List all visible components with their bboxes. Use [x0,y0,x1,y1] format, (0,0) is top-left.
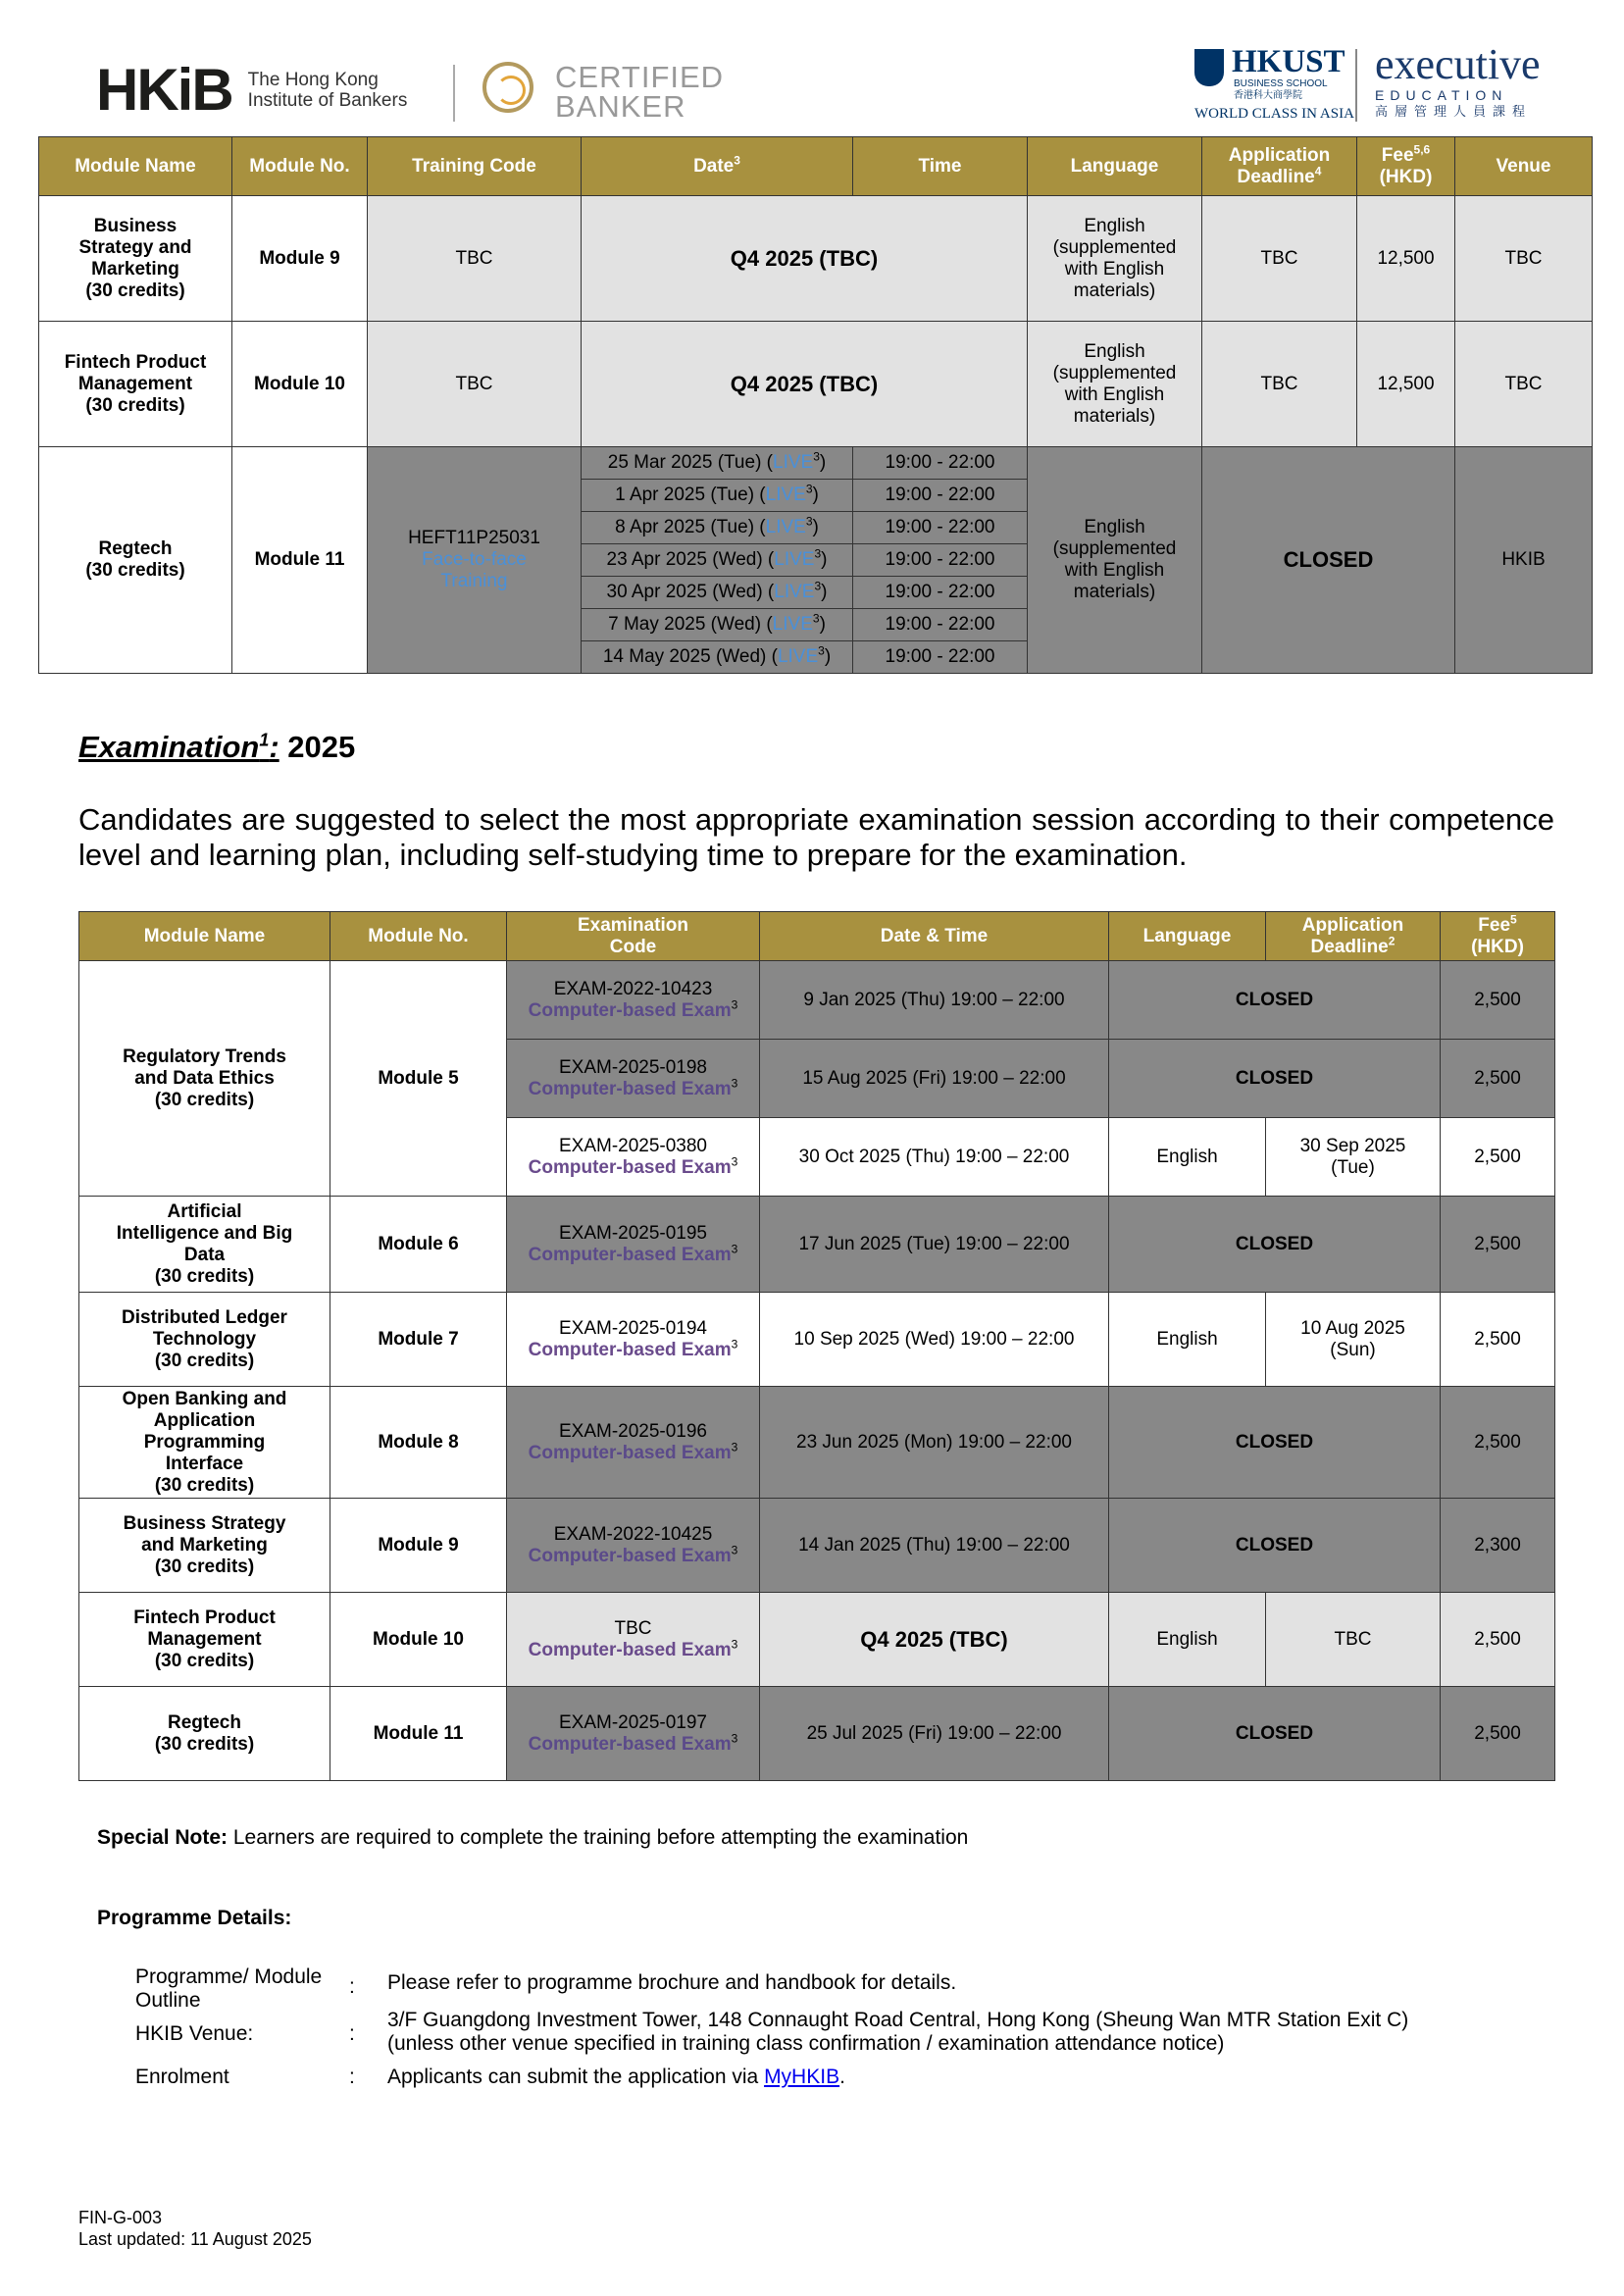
exam-row [79,961,1555,1040]
exam-table [78,911,1555,1781]
fee: 12,500 [1357,196,1455,322]
myhkib-link[interactable]: MyHKIB [764,2066,840,2088]
fee: 2,500 [1441,1197,1555,1293]
fee: 2,500 [1441,1040,1555,1118]
certified-banker-text: CERTIFIED BANKER [555,60,725,124]
exam-row [79,1687,1555,1781]
executive-education-logo: executive EDUCATION 高層管理人員課程 [1375,40,1541,119]
programme-details-heading: Programme Details: [97,1907,292,1929]
col-date-time: Date & Time [760,912,1109,961]
fee: 2,500 [1441,1687,1555,1781]
col-module-no: Module No. [330,912,507,961]
module-name: Artificial Intelligence and Big Data (30 credits) [79,1197,330,1293]
colon: : [349,1975,355,1998]
deadline: TBC [1202,322,1357,447]
module-no: Module 6 [330,1197,507,1293]
session-date: 1 Apr 2025 (Tue) (LIVE$^3$) [582,480,853,512]
fee: 2,500 [1441,1593,1555,1687]
session-date: 14 May 2025 (Wed) (LIVE$^3$) [582,641,853,674]
status-closed: CLOSED [1109,1499,1441,1593]
col-fee: Fee$^{5,6}$ (HKD) [1357,137,1455,196]
deadline: 10 Aug 2025 (Sun) [1266,1293,1441,1387]
module-no: Module 8 [330,1387,507,1499]
col-module-name: Module Name [39,137,232,196]
session-time: 19:00 - 22:00 [853,577,1028,609]
exam-code: EXAM-2025-0198 Computer-based Exam$^3$ [507,1040,760,1118]
logo-divider-right [1355,49,1357,122]
module-no: Module 7 [330,1293,507,1387]
venue: TBC [1455,196,1593,322]
outline-value: Please refer to programme brochure and handbook for details. [387,1971,957,1994]
exam-datetime: 30 Oct 2025 (Thu) 19:00 – 22:00 [760,1118,1109,1197]
exam-header-row [79,912,1555,961]
module-name: Fintech Product Management (30 credits) [39,322,232,447]
col-training-code: Training Code [368,137,582,196]
exam-intro-text: Candidates are suggested to select the most appropriate examination session according to their competence level and learning plan, including self-studying time to prepare for the examination. [78,802,1554,872]
outline-label: Programme/ Module Outline [135,1965,323,2012]
session-time: 19:00 - 22:00 [853,544,1028,577]
exam-row [79,1387,1555,1499]
venue: TBC [1455,322,1593,447]
hkib-name: The Hong Kong Institute of Bankers [247,70,408,111]
col-exam-code: Examination Code [507,912,760,961]
session-time: 19:00 - 22:00 [853,512,1028,544]
session-time: 19:00 - 22:00 [853,447,1028,480]
language: English [1109,1293,1266,1387]
colon: : [349,2066,355,2088]
module-name: Open Banking and Application Programming Interface (30 credits) [79,1387,330,1499]
session-time: 19:00 - 22:00 [853,480,1028,512]
training-date: Q4 2025 (TBC) [582,322,1028,447]
module-name: Regtech (30 credits) [39,447,232,674]
deadline: TBC [1202,196,1357,322]
fee: 2,500 [1441,1118,1555,1197]
exam-datetime: 17 Jun 2025 (Tue) 19:00 – 22:00 [760,1197,1109,1293]
venue-label: HKIB Venue: [135,2022,254,2045]
deadline: 30 Sep 2025 (Tue) [1266,1118,1441,1197]
exam-datetime: Q4 2025 (TBC) [760,1593,1109,1687]
fee: 2,500 [1441,961,1555,1040]
col-time: Time [853,137,1028,196]
session-date: 8 Apr 2025 (Tue) (LIVE$^3$) [582,512,853,544]
status-closed: CLOSED [1109,1197,1441,1293]
module-no: Module 9 [330,1499,507,1593]
colon: : [349,2022,355,2045]
fee: 12,500 [1357,322,1455,447]
module-name: Regulatory Trends and Data Ethics (30 credits) [79,961,330,1197]
module-name: Business Strategy and Marketing (30 credits) [39,196,232,322]
enrolment-value: Applicants can submit the application via MyHKIB. [387,2066,845,2088]
hkib-wordmark: HKiB [96,57,232,123]
module-no: Module 10 [232,322,368,447]
training-code: TBC [368,196,582,322]
language: English (supplemented with English materials) [1028,447,1202,674]
module-no: Module 9 [232,196,368,322]
fee: 2,500 [1441,1387,1555,1499]
exam-datetime: 9 Jan 2025 (Thu) 19:00 – 22:00 [760,961,1109,1040]
training-row-module-11 [39,447,1593,480]
venue: HKIB [1455,447,1593,674]
last-updated: Last updated: 11 August 2025 [78,2229,312,2249]
exam-row [79,1593,1555,1687]
session-date: 23 Apr 2025 (Wed) (LIVE$^3$) [582,544,853,577]
logo-divider [453,65,455,122]
exam-code: EXAM-2025-0196 Computer-based Exam$^3$ [507,1387,760,1499]
exam-code: EXAM-2025-0197 Computer-based Exam$^3$ [507,1687,760,1781]
training-row-module-9 [39,196,1593,322]
form-code: FIN-G-003 [78,2208,163,2227]
col-date: Date$^3$ [582,137,853,196]
col-language: Language [1028,137,1202,196]
module-no: Module 11 [330,1687,507,1781]
language: English (supplemented with English materials) [1028,196,1202,322]
session-date: 7 May 2025 (Wed) (LIVE$^3$) [582,609,853,641]
session-time: 19:00 - 22:00 [853,641,1028,674]
status-closed: CLOSED [1109,961,1441,1040]
exam-datetime: 23 Jun 2025 (Mon) 19:00 – 22:00 [760,1387,1109,1499]
exam-datetime: 14 Jan 2025 (Thu) 19:00 – 22:00 [760,1499,1109,1593]
language: English [1109,1593,1266,1687]
module-no: Module 5 [330,961,507,1197]
training-code: TBC [368,322,582,447]
exam-code: EXAM-2025-0195 Computer-based Exam$^3$ [507,1197,760,1293]
fee: 2,300 [1441,1499,1555,1593]
training-code: HEFT11P25031 Face-to-face Training [368,447,582,674]
module-name: Distributed Ledger Technology (30 credits) [79,1293,330,1387]
exam-datetime: 15 Aug 2025 (Fri) 19:00 – 22:00 [760,1040,1109,1118]
col-deadline: Application Deadline$^2$ [1266,912,1441,961]
module-name: Fintech Product Management (30 credits) [79,1593,330,1687]
col-language: Language [1109,912,1266,961]
fee: 2,500 [1441,1293,1555,1387]
exam-row [79,1197,1555,1293]
status-closed: CLOSED [1109,1387,1441,1499]
exam-code: EXAM-2025-0380 Computer-based Exam$^3$ [507,1118,760,1197]
venue-value: 3/F Guangdong Investment Tower, 148 Connaught Road Central, Hong Kong (Sheung Wan MTR Station Exit C) (unless other venue specified in training class confirmation / examination attendance notice) [387,2009,1409,2055]
special-note: Special Note: Learners are required to complete the training before attempting the examination [97,1826,969,1849]
exam-code: EXAM-2022-10423 Computer-based Exam$^3$ [507,961,760,1040]
exam-code: TBC Computer-based Exam$^3$ [507,1593,760,1687]
training-header-row [39,137,1593,196]
certified-banker-icon [482,62,533,113]
col-venue: Venue [1455,137,1593,196]
hkust-shield-icon [1194,49,1224,86]
module-name: Business Strategy and Marketing (30 credits) [79,1499,330,1593]
training-date: Q4 2025 (TBC) [582,196,1028,322]
module-no: Module 10 [330,1593,507,1687]
module-no: Module 11 [232,447,368,674]
col-deadline: Application Deadline$^4$ [1202,137,1357,196]
session-date: 25 Mar 2025 (Tue) (LIVE$^3$) [582,447,853,480]
col-module-no: Module No. [232,137,368,196]
status-closed: CLOSED [1109,1687,1441,1781]
col-fee: Fee$^5$ (HKD) [1441,912,1555,961]
exam-section-title: Examination$^1$: 2025 [78,730,356,764]
exam-row [79,1293,1555,1387]
footer [78,2207,312,2250]
exam-datetime: 25 Jul 2025 (Fri) 19:00 – 22:00 [760,1687,1109,1781]
exam-code: EXAM-2025-0194 Computer-based Exam$^3$ [507,1293,760,1387]
module-name: Regtech (30 credits) [79,1687,330,1781]
exam-code: EXAM-2022-10425 Computer-based Exam$^3$ [507,1499,760,1593]
exam-row [79,1499,1555,1593]
enrolment-label: Enrolment [135,2066,229,2088]
exam-datetime: 10 Sep 2025 (Wed) 19:00 – 22:00 [760,1293,1109,1387]
session-date: 30 Apr 2025 (Wed) (LIVE$^3$) [582,577,853,609]
session-time: 19:00 - 22:00 [853,609,1028,641]
language: English (supplemented with English materials) [1028,322,1202,447]
training-row-module-10 [39,322,1593,447]
deadline: TBC [1266,1593,1441,1687]
hkib-logo [96,57,408,123]
status-closed: CLOSED [1109,1040,1441,1118]
language: English [1109,1118,1266,1197]
training-table [38,136,1593,674]
col-module-name: Module Name [79,912,330,961]
status-closed: CLOSED [1202,447,1455,674]
